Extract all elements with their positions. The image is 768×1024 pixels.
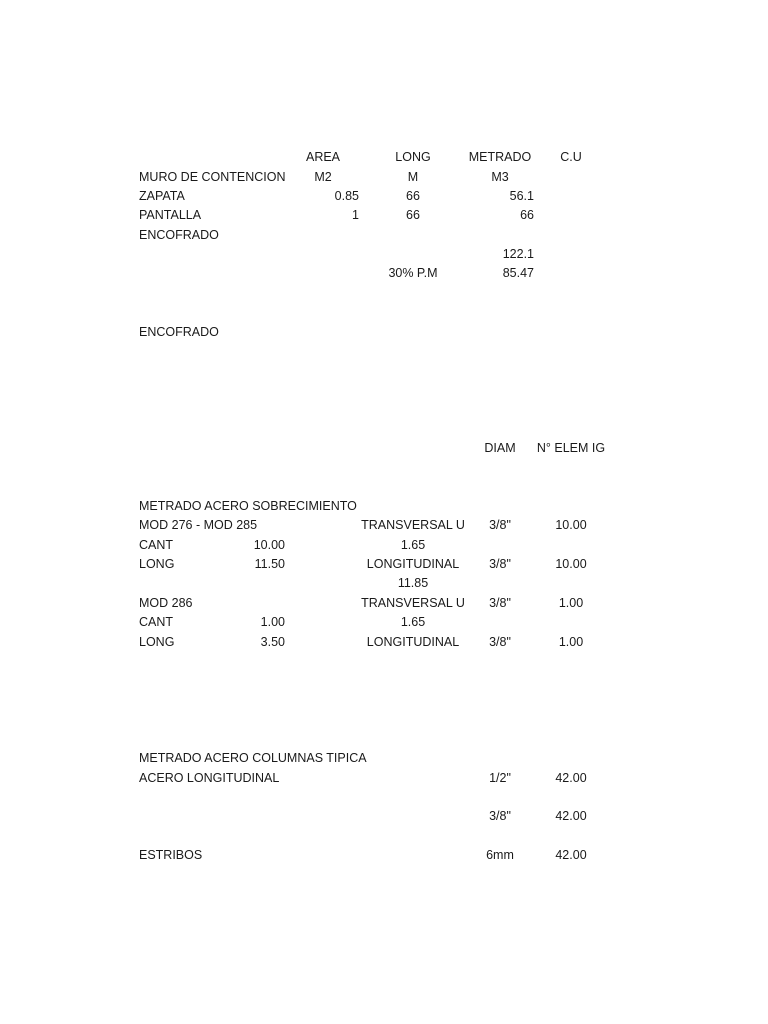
mod-b-transversal-n: 1.00: [558, 596, 584, 610]
mod-b-name: MOD 286: [139, 596, 193, 610]
header-area: AREA: [305, 150, 341, 164]
mod-b-longitudinal-diam: 3/8": [489, 635, 511, 649]
mod-a-longitudinal-len: 11.85: [397, 576, 429, 590]
mod-a-transversal-diam: 3/8": [489, 518, 511, 532]
muro-title: MURO DE CONTENCION: [139, 170, 286, 184]
encofrado-title: ENCOFRADO: [139, 325, 219, 339]
header-n-elem: N° ELEM IG: [536, 441, 606, 455]
mod-a-cant-label: CANT: [139, 538, 174, 552]
header-long: LONG: [395, 150, 431, 164]
mod-a-long-value: 11.50: [254, 557, 285, 571]
mod-b-transversal-label: TRANSVERSAL U: [361, 596, 465, 610]
mod-a-longitudinal-n: 10.00: [555, 557, 587, 571]
columnas-row-n: 42.00: [555, 771, 587, 785]
mod-b-transversal-diam: 3/8": [489, 596, 511, 610]
unit-area: M2: [314, 170, 332, 184]
columnas-row-diam: 1/2": [489, 771, 511, 785]
estribos-label: ESTRIBOS: [139, 848, 203, 862]
row-metrado: 66: [520, 208, 534, 222]
sobrecimiento-title: METRADO ACERO SOBRECIMIENTO: [139, 499, 357, 513]
row-long: 66: [406, 208, 420, 222]
mod-a-transversal-label: TRANSVERSAL U: [361, 518, 465, 532]
mod-b-longitudinal-n: 1.00: [558, 635, 584, 649]
columnas-longitudinal-label: ACERO LONGITUDINAL: [139, 771, 280, 785]
row-area: 0.85: [334, 189, 359, 203]
mod-a-transversal-len: 1.65: [400, 538, 426, 552]
mod-a-transversal-n: 10.00: [555, 518, 587, 532]
row-long: 66: [406, 189, 420, 203]
mod-b-long-label: LONG: [139, 635, 175, 649]
mod-a-name: MOD 276 - MOD 285: [139, 518, 258, 532]
header-cu: C.U: [560, 150, 582, 164]
columnas-row-diam: 3/8": [489, 809, 511, 823]
estribos-n: 42.00: [555, 848, 587, 862]
mod-a-longitudinal-label: LONGITUDINAL: [366, 557, 460, 571]
unit-long: M: [407, 170, 419, 184]
mod-b-long-value: 3.50: [260, 635, 285, 649]
row-metrado: 56.1: [509, 189, 534, 203]
mod-b-transversal-len: 1.65: [400, 615, 426, 629]
header-diam: DIAM: [484, 441, 516, 455]
metrado-total: 122.1: [502, 247, 534, 261]
row-label: PANTALLA: [139, 208, 202, 222]
mod-b-cant-label: CANT: [139, 615, 174, 629]
mod-b-longitudinal-label: LONGITUDINAL: [366, 635, 460, 649]
row-label: ZAPATA: [139, 189, 185, 203]
mod-b-cant-value: 1.00: [260, 615, 285, 629]
encofrado-label: ENCOFRADO: [139, 228, 219, 242]
header-metrado: METRADO: [468, 150, 532, 164]
pm-label: 30% P.M: [388, 266, 438, 280]
columnas-row-n: 42.00: [555, 809, 587, 823]
mod-a-long-label: LONG: [139, 557, 175, 571]
unit-metrado: M3: [491, 170, 509, 184]
columnas-title: METRADO ACERO COLUMNAS TIPICA: [139, 751, 367, 765]
row-area: 1: [352, 208, 359, 222]
mod-a-longitudinal-diam: 3/8": [489, 557, 511, 571]
mod-a-cant-value: 10.00: [253, 538, 285, 552]
estribos-diam: 6mm: [486, 848, 514, 862]
pm-value: 85.47: [502, 266, 534, 280]
